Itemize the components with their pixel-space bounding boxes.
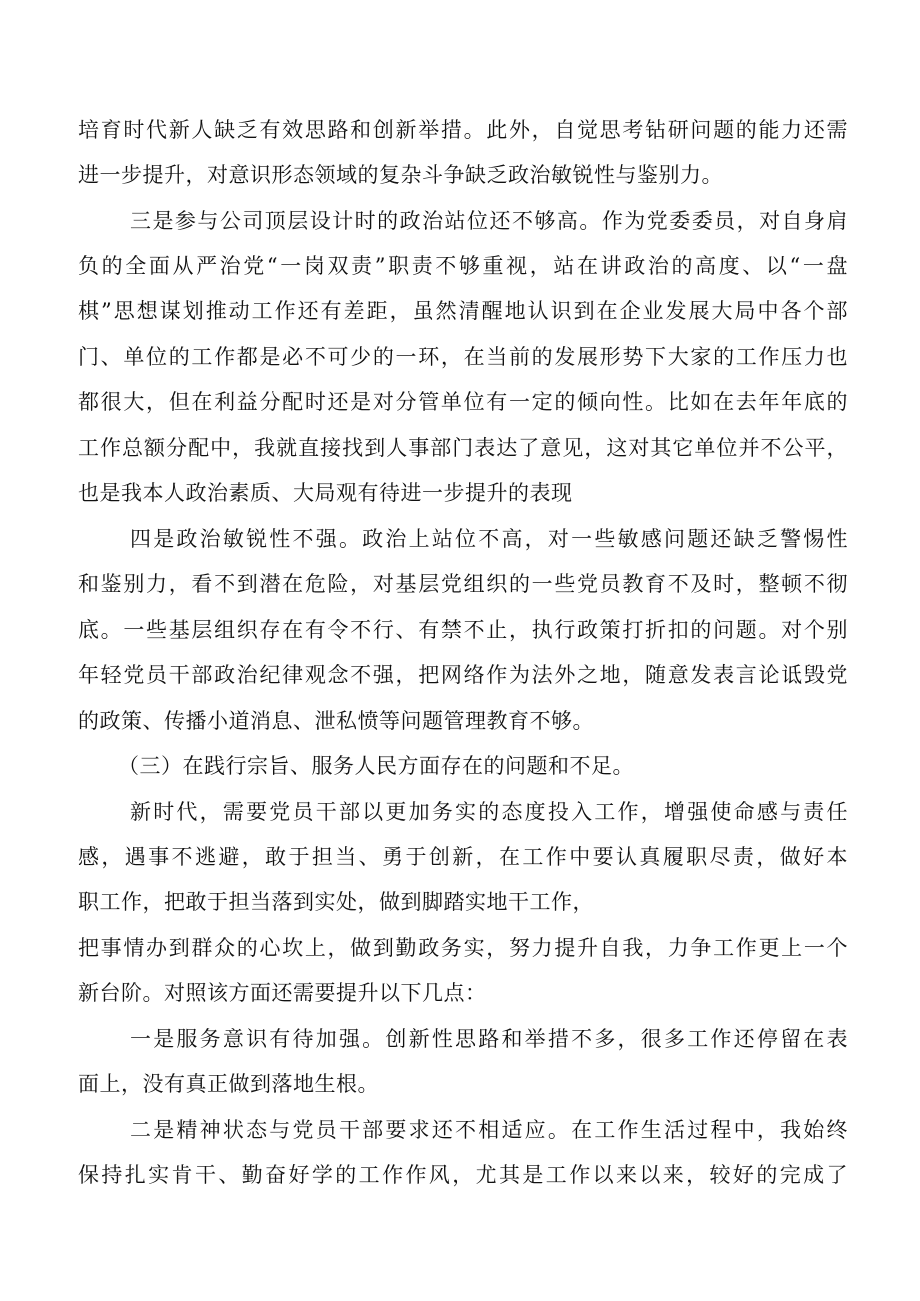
text-line: 面上，没有真正做到落地生根。 [78, 1072, 379, 1096]
text-line: 保持扎实肯干、勤奋好学的工作作风，尤其是工作以来以来，较好的完成了 [78, 1163, 848, 1187]
text-line: 新台阶。对照该方面还需要提升以下几点： [78, 981, 487, 1005]
text-line: 工作总额分配中，我就直接找到人事部门表达了意见，这对其它单位并不公平， [78, 436, 848, 460]
text-line: 培育时代新人缺乏有效思路和创新举措。此外，自觉思考钻研问题的能力还需 [78, 118, 848, 142]
text-line: 都很大，但在利益分配时还是对分管单位有一定的倾向性。比如在去年年底的 [78, 390, 848, 414]
paragraph-start-line: 四是政治敏锐性不强。政治上站位不高，对一些敏感问题还缺乏警惕性 [130, 527, 848, 551]
text-line: 棋”思想谋划推动工作还有差距，虽然清醒地认识到在企业发展大局中各个部 [78, 299, 848, 323]
paragraph-start-line: 三是参与公司顶层设计时的政治站位还不够高。作为党委委员，对自身肩 [130, 209, 848, 233]
text-line: 门、单位的工作都是必不可少的一环，在当前的发展形势下大家的工作压力也 [78, 345, 848, 369]
text-line: 负的全面从严治党“一岗双责”职责不够重视，站在讲政治的高度、以“一盘 [78, 254, 848, 278]
text-line: 底。一些基层组织存在有令不行、有禁不止，执行政策打折扣的问题。对个别 [78, 618, 848, 642]
section-heading: （三）在践行宗旨、服务人民方面存在的问题和不足。 [118, 754, 634, 778]
text-line: 也是我本人政治素质、大局观有待进一步提升的表现 [78, 481, 573, 505]
text-line: 进一步提升，对意识形态领域的复杂斗争缺乏政治敏锐性与鉴别力。 [78, 163, 723, 187]
paragraph-start-line: 新时代，需要党员干部以更加务实的态度投入工作，增强使命感与责任 [130, 800, 848, 824]
text-line: 感，遇事不逃避，敢于担当、勇于创新，在工作中要认真履职尽责，做好本 [78, 845, 848, 869]
paragraph-start-line: 一是服务意识有待加强。创新性思路和举措不多，很多工作还停留在表 [130, 1027, 848, 1051]
text-line: 的政策、传播小道消息、泄私愤等问题管理教育不够。 [78, 709, 594, 733]
text-line: 职工作，把敢于担当落到实处，做到脚踏实地干工作， [78, 890, 594, 914]
text-line: 和鉴别力，看不到潜在危险，对基层党组织的一些党员教育不及时，整顿不彻 [78, 572, 848, 596]
text-line: 把事情办到群众的心坎上，做到勤政务实，努力提升自我，力争工作更上一个 [78, 936, 848, 960]
paragraph-start-line: 二是精神状态与党员干部要求还不相适应。在工作生活过程中，我始终 [130, 1118, 848, 1142]
text-line: 年轻党员干部政治纪律观念不强，把网络作为法外之地，随意发表言论诋毁党 [78, 663, 848, 687]
